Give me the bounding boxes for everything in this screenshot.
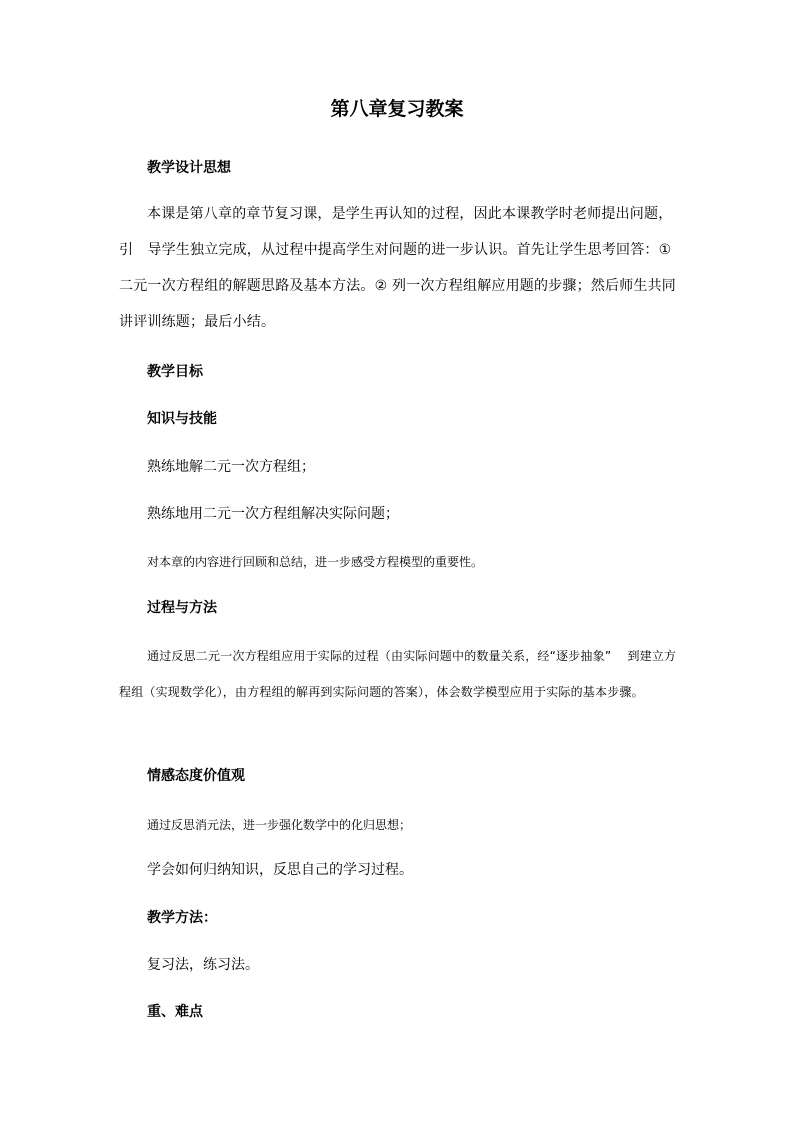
paragraph-process-methods: 通过反思二元一次方程组应用于实际的过程（由实际问题中的数量关系，经“逐步抽象” 到建立方程组（实现数学化），由方程组的解再到实际问题的答案），体会数学模型应用于实际的基本步骤。 xyxy=(119,649,677,699)
emotion-item-1: 通过反思消元法，进一步强化数学中的化归思想； xyxy=(147,818,412,832)
paragraph-design-thinking: 本课是第八章的章节复习课，是学生再认知的过程，因此本课教学时老师提出问题，引 导学生独立完成，从过程中提高学生对问题的进一步认识。首先让学生思考回答：① 二元一次方程组的解题思路及基本方法。② 列一次方程组解应用题的步骤；然后师生共同讲评训练题；最后小结。 xyxy=(119,206,676,330)
heading-emotion-values: 情感态度价值观 xyxy=(147,768,245,784)
knowledge-item-1: 熟练地解二元一次方程组； xyxy=(147,459,315,475)
heading-knowledge-skills: 知识与技能 xyxy=(147,411,217,427)
knowledge-item-2: 熟练地用二元一次方程组解决实际问题； xyxy=(147,506,399,522)
heading-process-methods: 过程与方法 xyxy=(147,600,217,616)
heading-teaching-method: 教学方法： xyxy=(147,910,217,926)
teaching-method-body: 复习法，练习法。 xyxy=(147,957,259,973)
document-title: 第八章复习教案 xyxy=(330,98,464,120)
knowledge-item-3: 对本章的内容进行回顾和总结，进一步感受方程模型的重要性。 xyxy=(147,555,484,569)
heading-teaching-goals: 教学目标 xyxy=(147,364,203,380)
heading-design-thinking: 教学设计思想 xyxy=(147,160,231,176)
heading-key-difficult-points: 重、难点 xyxy=(147,1004,203,1020)
emotion-item-2: 学会如何归纳知识，反思自己的学习过程。 xyxy=(147,862,413,878)
